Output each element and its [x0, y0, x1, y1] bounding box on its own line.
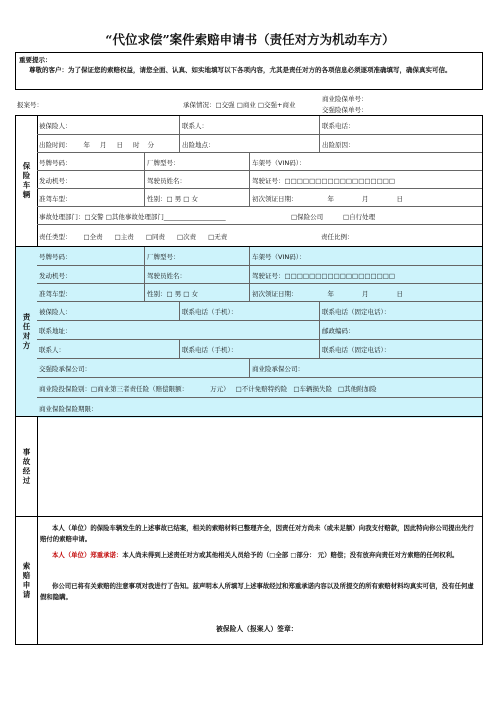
first-license-label: 初次领证日期：	[252, 289, 298, 298]
engine-number-field[interactable]: 发动机号：	[39, 176, 72, 185]
first-license-label: 初次领证日期：	[252, 194, 298, 203]
accident-time-field[interactable]	[37, 135, 179, 153]
insured-row-6	[37, 206, 482, 225]
compulsory-policy-number[interactable]: 交强险保单号：	[322, 106, 368, 114]
underwriting-options[interactable]: 承保情况：□交强 □商业 □交强+商业	[183, 101, 296, 109]
full-liability-checkbox[interactable]: □全责	[83, 232, 103, 241]
report-number-field[interactable]: 报案号：	[17, 101, 43, 109]
case-meta	[0, 93, 500, 113]
other-vin-field[interactable]: 车架号（VIN码）：	[249, 247, 482, 265]
minor-liability-checkbox[interactable]: □次责	[176, 232, 197, 241]
compulsory-insurer-field[interactable]: 交强险承保公司：	[39, 365, 91, 373]
driver-name-field[interactable]: 驾驶员姓名：	[144, 171, 249, 189]
notice-body: 尊敬的客户：为了保证您的索赔权益，请您全面、认真、如实地填写以下各项内容，尤其是责任对方的各项信息必须逐项准确填写，确保真实可信。	[29, 66, 452, 74]
plate-number-field[interactable]: 号牌号码：	[39, 158, 72, 167]
signature-label: 被保险人（报案人）签章：	[216, 625, 298, 633]
month-label: 月	[362, 194, 369, 203]
insured-row-7	[37, 224, 482, 247]
other-mobile-field[interactable]: 联系电话（手机）：	[179, 302, 319, 321]
first-license-date-field[interactable]	[249, 189, 482, 207]
insurer-handling-option[interactable]: □保险公司	[291, 212, 324, 221]
day-label: 日	[396, 289, 403, 298]
insured-name-field[interactable]: 被保险人：	[39, 121, 72, 130]
insured-phone-field[interactable]: 联系电话：	[319, 116, 482, 134]
other-gender-checkboxes[interactable]: 性别：□ 男 □ 女	[144, 284, 249, 302]
equal-liability-checkbox[interactable]: □同责	[145, 232, 165, 241]
commercial-coverage-options[interactable]	[37, 378, 482, 398]
license-number-field[interactable]: 驾驶证号：□□□□□□□□□□□□□□□□□□	[249, 171, 482, 189]
document-title: “代位求偿”案件索赔申请书（责任对方为机动车方）	[105, 32, 395, 47]
notice-heading: 重要提示：	[19, 56, 52, 64]
insured-row-2	[37, 134, 482, 153]
accident-section	[16, 416, 482, 517]
other-row-2	[37, 265, 482, 284]
other-row-1	[37, 247, 482, 265]
handling-dept-options[interactable]: 事故处理部门：□交警 □其他事故处理部门___________________	[39, 212, 226, 221]
section-label-other-party: 责任对方	[16, 247, 38, 417]
claim-form	[15, 115, 483, 645]
other-row-8	[37, 377, 482, 398]
other-party-section	[16, 246, 482, 417]
other-vehicle-class-field[interactable]: 准驾车型：	[39, 289, 72, 298]
other-first-license-date-field[interactable]	[249, 284, 482, 302]
commercial-policy-number[interactable]: 商业险保单号：	[322, 95, 368, 103]
claim-section	[16, 516, 482, 645]
claim-paragraph-1: 本人（单位）的保险车辆发生的上述事故已结案，相关的索赔材料已整理齐全，因责任对方尚未（或未足额）向我支付赔款，因此特向你公司提出先行赔付的索赔申请。	[40, 524, 474, 543]
other-brand-model-field[interactable]: 厂牌型号：	[144, 247, 249, 265]
other-postcode-field[interactable]: 邮政编码：	[319, 321, 482, 340]
commercial-period-field[interactable]: 商业保险保险期限：	[39, 404, 98, 413]
brand-model-field[interactable]: 厂牌型号：	[144, 153, 249, 171]
promise-body: 本人尚未得到上述责任对方或其他相关人员给予的（□全部 □部分： 元）赔偿；没有放弃向责任对方索赔的任何权利。	[122, 551, 459, 559]
section-label-accident: 事故经过	[16, 417, 38, 517]
insured-vehicle-section	[16, 116, 482, 246]
other-row-6	[37, 339, 482, 359]
other-contact-field[interactable]: 联系人：	[39, 346, 65, 354]
deductible-waiver-checkbox[interactable]: □不计免赔特约险	[235, 384, 288, 393]
year-label: 年	[327, 289, 334, 298]
self-handling-option[interactable]: □自行处理	[343, 212, 376, 221]
month-label: 月	[362, 289, 369, 298]
minute-label: 分	[147, 140, 154, 149]
other-insured-field[interactable]: 被保险人：	[39, 308, 72, 316]
important-notice	[15, 52, 483, 90]
liability-ratio-field[interactable]: 责任比例：	[321, 232, 354, 241]
promise-heading: 本人（单位）郑重承诺：	[52, 551, 123, 559]
day-label: 日	[396, 194, 403, 203]
main-liability-checkbox[interactable]: □主责	[114, 232, 134, 241]
other-license-number-field[interactable]: 驾驶证号：□□□□□□□□□□□□□□□□□□	[249, 266, 482, 284]
day-label: 日	[116, 140, 123, 149]
vehicle-class-field[interactable]: 准驾车型：	[39, 194, 72, 203]
other-row-7	[37, 358, 482, 378]
year-label: 年	[83, 140, 90, 149]
other-landline-field[interactable]: 联系电话（固定电话）：	[319, 302, 482, 321]
other-contact-landline-field[interactable]: 联系电话（固定电话）：	[319, 340, 482, 359]
insured-contact-field[interactable]: 联系人：	[179, 116, 319, 134]
accident-description-area[interactable]	[37, 417, 482, 517]
other-contact-mobile-field[interactable]: 联系电话（手机）：	[179, 340, 319, 359]
section-label-claim: 索赔申请	[16, 517, 38, 645]
insured-row-1	[37, 116, 482, 134]
year-label: 年	[327, 194, 334, 203]
claim-paragraph-2	[40, 550, 478, 561]
other-driver-name-field[interactable]: 驾驶员姓名：	[144, 266, 249, 284]
claim-paragraph-3: 你公司已将有关索赔的注意事项对我进行了告知。兹声明本人所填写上述事故经过和郑重承诺内容以及所提交的所有索赔材料均真实可信，没有任何虚假和隐瞒。	[40, 582, 474, 601]
liability-type-label: 责任类型：	[39, 232, 72, 241]
vehicle-damage-checkbox[interactable]: □车辆损失险	[293, 384, 332, 393]
accident-time-label: 出险时间：	[39, 140, 72, 149]
section-label-insured-vehicle: 保险车辆	[16, 116, 38, 246]
accident-location-field[interactable]: 出险地点：	[179, 135, 319, 153]
month-label: 月	[100, 140, 107, 149]
third-party-liability-checkbox[interactable]: 商业险投保险别：□商业第三者责任险（赔偿限额：	[39, 384, 189, 393]
commercial-insurer-field[interactable]: 商业险承保公司：	[249, 359, 482, 378]
other-plate-number-field[interactable]: 号牌号码：	[39, 252, 72, 261]
other-row-9	[37, 397, 482, 418]
other-engine-number-field[interactable]: 发动机号：	[39, 271, 72, 280]
other-address-field[interactable]: 联系地址：	[39, 327, 72, 335]
other-riders-checkbox[interactable]: □其他附加险	[337, 384, 377, 393]
other-row-4	[37, 301, 482, 321]
insured-row-4	[37, 170, 482, 189]
insured-row-3	[37, 152, 482, 171]
vin-field[interactable]: 车架号（VIN码）：	[249, 153, 482, 171]
other-row-3	[37, 283, 482, 302]
other-row-5	[37, 320, 482, 340]
insured-row-5	[37, 188, 482, 207]
accident-cause-field[interactable]: 出险原因：	[319, 135, 482, 153]
liability-type-options[interactable]	[37, 225, 319, 247]
no-liability-checkbox[interactable]: □无责	[208, 232, 228, 241]
gender-checkboxes[interactable]: 性别：□ 男 □ 女	[144, 189, 249, 207]
hour-label: 时	[133, 140, 140, 149]
limit-unit-label: 万元）	[210, 384, 230, 393]
